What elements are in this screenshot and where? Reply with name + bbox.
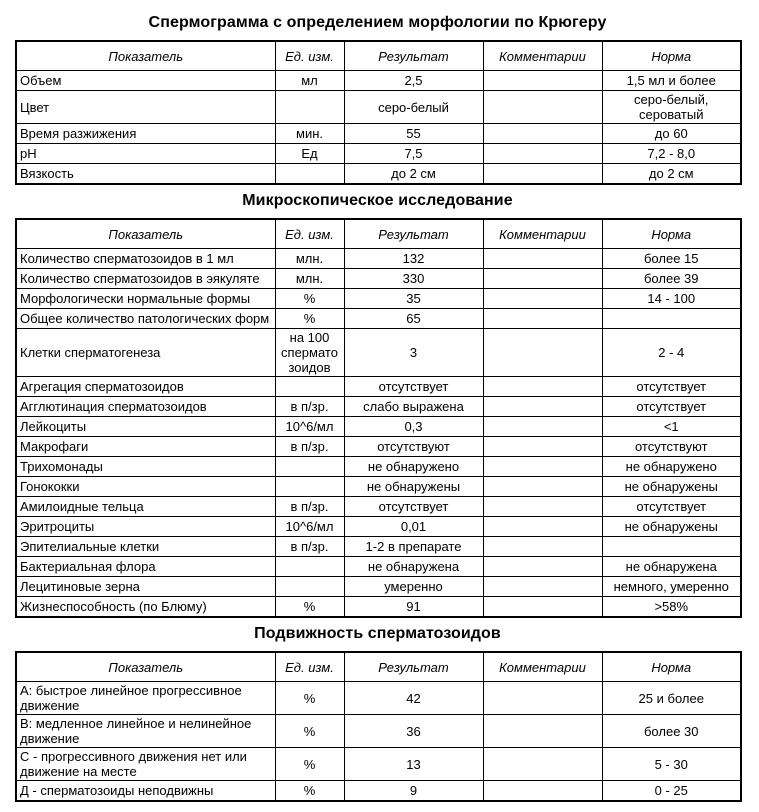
unit-value: % (275, 682, 344, 715)
norm-value: не обнаружены (602, 477, 741, 497)
indicator-name: Общее количество патологических форм (16, 309, 275, 329)
result-value: 132 (344, 249, 483, 269)
indicator-name: Лецитиновые зерна (16, 577, 275, 597)
indicator-name: Амилоидные тельца (16, 497, 275, 517)
unit-value: млн. (275, 249, 344, 269)
unit-value: в п/зр. (275, 497, 344, 517)
section-motility (15, 625, 740, 802)
unit-value (275, 557, 344, 577)
unit-value: мл (275, 71, 344, 91)
result-value: 3 (344, 329, 483, 377)
result-value: не обнаружены (344, 477, 483, 497)
result-value: 2,5 (344, 71, 483, 91)
table-row (16, 682, 741, 715)
table-row (16, 557, 741, 577)
indicator-name: Бактериальная флора (16, 557, 275, 577)
table-row (16, 715, 741, 748)
section-spermogram (15, 14, 740, 185)
norm-value: отсутствует (602, 497, 741, 517)
result-value: до 2 см (344, 164, 483, 185)
norm-value: отсутствуют (602, 437, 741, 457)
comment-value (483, 124, 602, 144)
norm-value: отсутствует (602, 377, 741, 397)
result-value: 13 (344, 748, 483, 781)
norm-value: 25 и более (602, 682, 741, 715)
unit-value: % (275, 597, 344, 618)
unit-value: в п/зр. (275, 537, 344, 557)
column-header-indicator: Показатель (16, 41, 275, 71)
unit-value (275, 477, 344, 497)
table-row (16, 144, 741, 164)
indicator-name: А: быстрое линейное прогрессивное движение (16, 682, 275, 715)
unit-value: % (275, 715, 344, 748)
norm-value: не обнаружена (602, 557, 741, 577)
unit-value: на 100 сперматозоидов (275, 329, 344, 377)
table-row (16, 457, 741, 477)
unit-value: Ед (275, 144, 344, 164)
norm-value: немного, умеренно (602, 577, 741, 597)
result-value: 0,3 (344, 417, 483, 437)
result-value: не обнаружена (344, 557, 483, 577)
comment-value (483, 517, 602, 537)
table-row (16, 477, 741, 497)
comment-value (483, 715, 602, 748)
table-row (16, 497, 741, 517)
comment-value (483, 249, 602, 269)
norm-value: более 15 (602, 249, 741, 269)
comment-value (483, 477, 602, 497)
column-header-indicator: Показатель (16, 219, 275, 249)
section-title-spermogram: Спермограмма с определением морфологии по Крюгеру (148, 14, 607, 31)
norm-value: 5 - 30 (602, 748, 741, 781)
unit-value: 10^6/мл (275, 517, 344, 537)
result-value: 36 (344, 715, 483, 748)
indicator-name: Трихомонады (16, 457, 275, 477)
comment-value (483, 164, 602, 185)
unit-value (275, 164, 344, 185)
section-title-microscopic: Микроскопическое исследование (242, 192, 513, 209)
table-header-row (16, 41, 741, 71)
norm-value: до 2 см (602, 164, 741, 185)
unit-value: в п/зр. (275, 397, 344, 417)
column-header-indicator: Показатель (16, 652, 275, 682)
table-row (16, 329, 741, 377)
result-value: серо-белый (344, 91, 483, 124)
column-header-comments: Комментарии (483, 41, 602, 71)
indicator-name: Количество сперматозоидов в 1 мл (16, 249, 275, 269)
result-value: отсутствует (344, 377, 483, 397)
comment-value (483, 269, 602, 289)
norm-value: до 60 (602, 124, 741, 144)
norm-value: 0 - 25 (602, 781, 741, 802)
norm-value: 1,5 мл и более (602, 71, 741, 91)
indicator-name: Вязкость (16, 164, 275, 185)
column-header-result: Результат (344, 652, 483, 682)
column-header-result: Результат (344, 41, 483, 71)
microscopic-table (15, 218, 742, 618)
table-row (16, 164, 741, 185)
indicator-name: Морфологически нормальные формы (16, 289, 275, 309)
column-header-comments: Комментарии (483, 219, 602, 249)
column-header-unit: Ед. изм. (275, 41, 344, 71)
comment-value (483, 329, 602, 377)
motility-table (15, 651, 742, 802)
unit-value (275, 91, 344, 124)
column-header-result: Результат (344, 219, 483, 249)
table-row (16, 309, 741, 329)
column-header-norm: Норма (602, 219, 741, 249)
indicator-name: Жизнеспособность (по Блюму) (16, 597, 275, 618)
table-header-row (16, 219, 741, 249)
norm-value: не обнаружено (602, 457, 741, 477)
unit-value (275, 457, 344, 477)
result-value: 0,01 (344, 517, 483, 537)
unit-value (275, 577, 344, 597)
comment-value (483, 91, 602, 124)
norm-value: серо-белый, сероватый (602, 91, 741, 124)
spermogram-table (15, 40, 742, 185)
unit-value (275, 377, 344, 397)
indicator-name: Цвет (16, 91, 275, 124)
comment-value (483, 417, 602, 437)
unit-value: в п/зр. (275, 437, 344, 457)
comment-value (483, 437, 602, 457)
table-row (16, 517, 741, 537)
result-value: не обнаружено (344, 457, 483, 477)
norm-value (602, 309, 741, 329)
comment-value (483, 71, 602, 91)
result-value: умеренно (344, 577, 483, 597)
table-row (16, 537, 741, 557)
spermogram-table-body (16, 71, 741, 185)
indicator-name: Время разжижения (16, 124, 275, 144)
comment-value (483, 497, 602, 517)
column-header-unit: Ед. изм. (275, 652, 344, 682)
table-row (16, 417, 741, 437)
norm-value: 7,2 - 8,0 (602, 144, 741, 164)
indicator-name: Агглютинация сперматозоидов (16, 397, 275, 417)
comment-value (483, 597, 602, 618)
comment-value (483, 537, 602, 557)
result-value: 65 (344, 309, 483, 329)
result-value: 9 (344, 781, 483, 802)
table-row (16, 91, 741, 124)
indicator-name: Макрофаги (16, 437, 275, 457)
unit-value: % (275, 781, 344, 802)
comment-value (483, 289, 602, 309)
table-row (16, 377, 741, 397)
norm-value: 2 - 4 (602, 329, 741, 377)
indicator-name: Лейкоциты (16, 417, 275, 437)
column-header-norm: Норма (602, 652, 741, 682)
comment-value (483, 577, 602, 597)
indicator-name: pH (16, 144, 275, 164)
norm-value: более 30 (602, 715, 741, 748)
comment-value (483, 682, 602, 715)
table-row (16, 249, 741, 269)
table-row (16, 269, 741, 289)
norm-value: <1 (602, 417, 741, 437)
result-value: 330 (344, 269, 483, 289)
table-row (16, 597, 741, 618)
comment-value (483, 557, 602, 577)
table-row (16, 577, 741, 597)
result-value: отсутствуют (344, 437, 483, 457)
table-row (16, 437, 741, 457)
table-row (16, 289, 741, 309)
unit-value: % (275, 748, 344, 781)
comment-value (483, 748, 602, 781)
table-header-row (16, 652, 741, 682)
column-header-unit: Ед. изм. (275, 219, 344, 249)
result-value: 91 (344, 597, 483, 618)
norm-value: более 39 (602, 269, 741, 289)
unit-value: 10^6/мл (275, 417, 344, 437)
indicator-name: Агрегация сперматозоидов (16, 377, 275, 397)
indicator-name: Объем (16, 71, 275, 91)
indicator-name: Количество сперматозоидов в эякуляте (16, 269, 275, 289)
result-value: 1-2 в препарате (344, 537, 483, 557)
result-value: 7,5 (344, 144, 483, 164)
unit-value: % (275, 309, 344, 329)
norm-value: >58% (602, 597, 741, 618)
norm-value: не обнаружены (602, 517, 741, 537)
unit-value: мин. (275, 124, 344, 144)
motility-table-body (16, 682, 741, 802)
comment-value (483, 144, 602, 164)
result-value: слабо выражена (344, 397, 483, 417)
indicator-name: Клетки сперматогенеза (16, 329, 275, 377)
result-value: отсутствует (344, 497, 483, 517)
comment-value (483, 377, 602, 397)
microscopic-table-body (16, 249, 741, 618)
indicator-name: В: медленное линейное и нелинейное движение (16, 715, 275, 748)
indicator-name: Эритроциты (16, 517, 275, 537)
result-value: 35 (344, 289, 483, 309)
column-header-norm: Норма (602, 41, 741, 71)
indicator-name: Гонококки (16, 477, 275, 497)
table-row (16, 397, 741, 417)
result-value: 42 (344, 682, 483, 715)
unit-value: млн. (275, 269, 344, 289)
table-row (16, 71, 741, 91)
result-value: 55 (344, 124, 483, 144)
norm-value (602, 537, 741, 557)
comment-value (483, 397, 602, 417)
indicator-name: С - прогрессивного движения нет или движение на месте (16, 748, 275, 781)
section-microscopic (15, 192, 740, 618)
indicator-name: Эпителиальные клетки (16, 537, 275, 557)
unit-value: % (275, 289, 344, 309)
norm-value: отсутствует (602, 397, 741, 417)
section-title-motility: Подвижность сперматозоидов (254, 625, 501, 642)
comment-value (483, 309, 602, 329)
norm-value: 14 - 100 (602, 289, 741, 309)
comment-value (483, 457, 602, 477)
column-header-comments: Комментарии (483, 652, 602, 682)
table-row (16, 748, 741, 781)
indicator-name: Д - сперматозоиды неподвижны (16, 781, 275, 802)
table-row (16, 124, 741, 144)
